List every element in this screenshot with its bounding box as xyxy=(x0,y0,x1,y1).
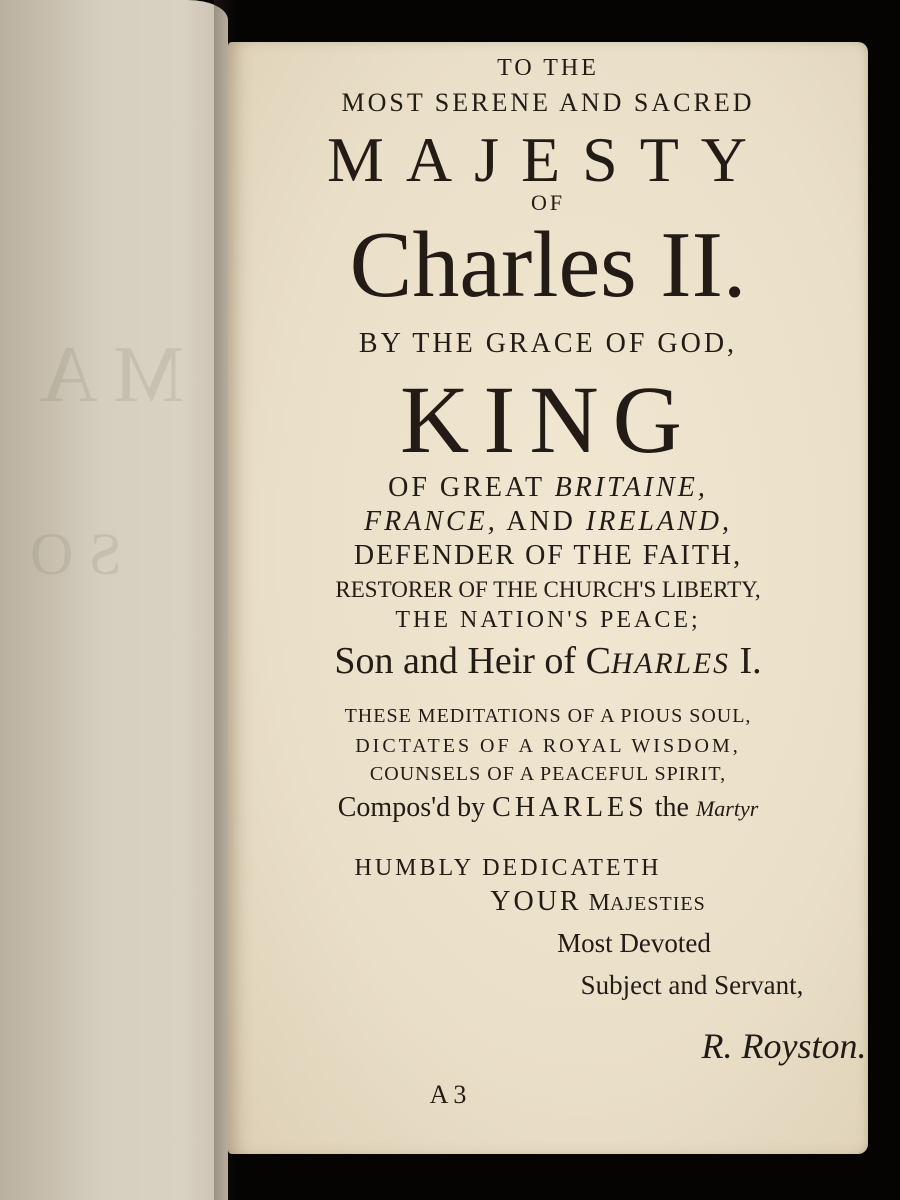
composd-line xyxy=(228,794,868,822)
counsels-line: COUNSELS OF A PEACEFUL SPIRIT, xyxy=(369,763,727,785)
restorer-line: RESTORER OF THE CHURCH'S LIBERTY, xyxy=(335,577,761,602)
charles-name-text: CHARLES xyxy=(492,792,648,823)
son-heir-line xyxy=(228,642,868,680)
dictates-line: DICTATES OF A ROYAL WISDOM, xyxy=(355,735,741,757)
bleed-through-text: M A xyxy=(40,331,185,419)
signature: R. Royston. xyxy=(701,1026,867,1066)
charles-cap-letter: C xyxy=(585,640,611,682)
the-text: the xyxy=(654,792,689,823)
humbly-line: HUMBLY DEDICATETH xyxy=(354,855,662,881)
grace-line: BY THE GRACE OF GOD, xyxy=(358,328,738,359)
britaine-text: BRITAINE, xyxy=(554,472,708,503)
and-text: AND xyxy=(506,506,576,537)
son-heir-text: Son and Heir of xyxy=(334,640,577,682)
signature-mark: A 3 xyxy=(429,1080,467,1109)
france-ireland-line xyxy=(228,508,868,536)
defender-line: DEFENDER OF THE FAITH, xyxy=(353,540,743,571)
meditations-line: THESE MEDITATIONS OF A PIOUS SOUL, xyxy=(344,705,752,727)
subject-servant-line: Subject and Servant, xyxy=(580,970,804,1000)
martyr-text: Martyr xyxy=(695,796,759,821)
title-page xyxy=(228,42,868,1154)
charles-small-caps: HARLES xyxy=(610,648,730,680)
majesties-cap-letter: M xyxy=(588,890,610,916)
britaine-line xyxy=(228,474,868,502)
most-serene-line: MOST SERENE AND SACRED xyxy=(341,88,755,117)
france-text: FRANCE, xyxy=(363,506,498,537)
ireland-text: IRELAND, xyxy=(585,506,732,537)
nations-peace-line: THE NATION'S PEACE; xyxy=(395,607,701,633)
bleed-through-text: S O xyxy=(30,521,122,587)
majesties-small-caps: AJESTIES xyxy=(609,893,706,915)
to-the-line: TO THE xyxy=(497,55,599,81)
majesty-heading: MAJESTY xyxy=(326,124,770,195)
charles-numeral: I. xyxy=(739,640,762,682)
of-line: OF xyxy=(530,190,566,215)
left-facing-page xyxy=(0,0,228,1200)
most-devoted-line: Most Devoted xyxy=(557,928,711,958)
composd-text: Compos'd by xyxy=(337,792,486,823)
your-text: YOUR xyxy=(490,886,582,917)
your-majesties-line xyxy=(278,888,900,916)
king-heading: KING xyxy=(400,366,696,473)
charles-ii-heading: Charles II. xyxy=(349,213,747,317)
of-great-text: OF GREAT xyxy=(388,472,545,503)
